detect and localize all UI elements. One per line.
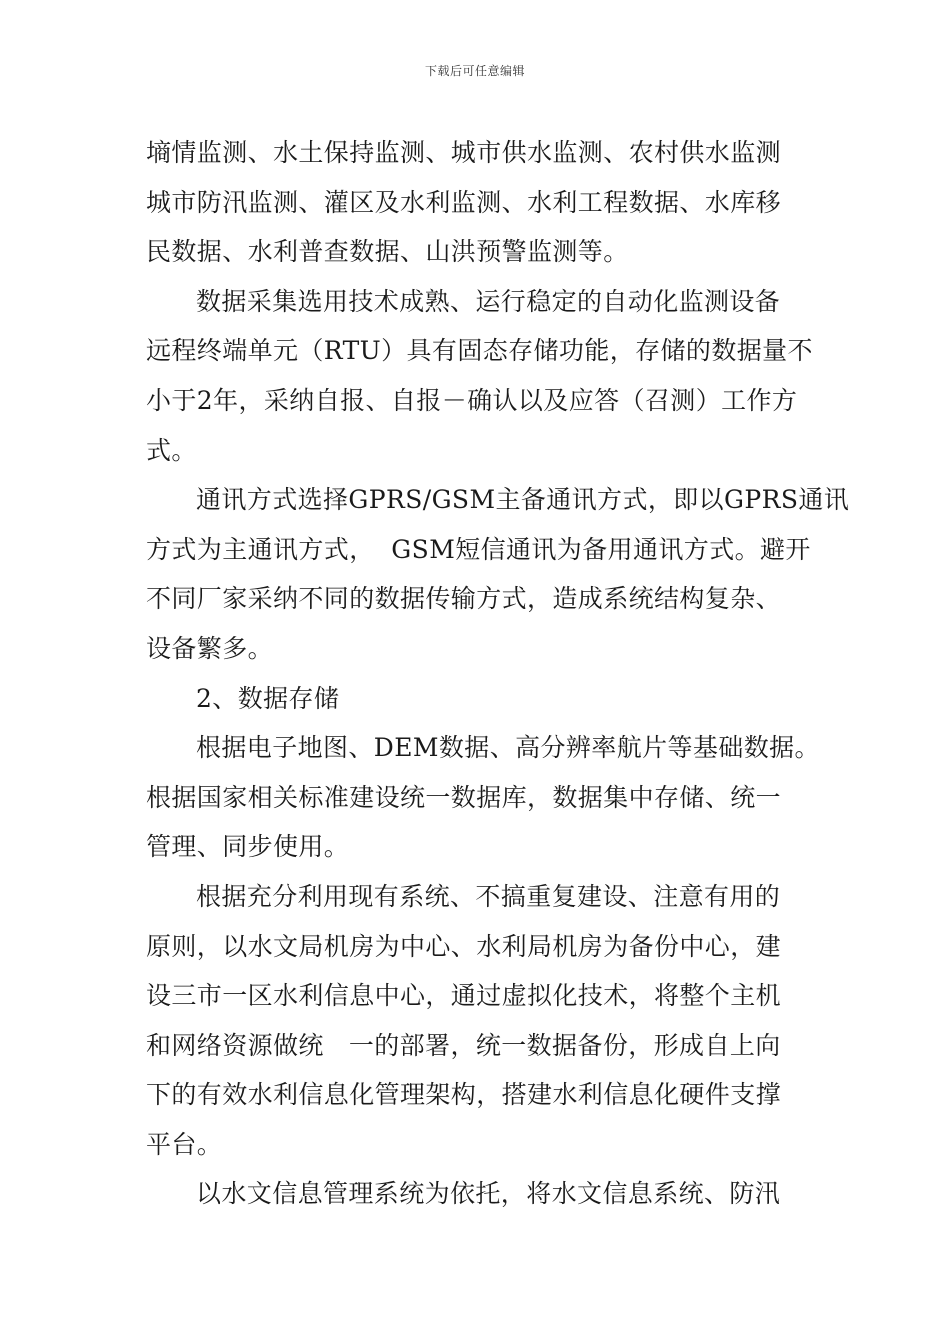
text-line: 不同厂家采纳不同的数据传输方式，造成系统结构复杂、 — [146, 584, 782, 614]
text-line: 设三市一区水利信息中心，通过虚拟化技术，将整个主机 — [146, 981, 782, 1011]
text-line: 远程终端单元（RTU）具有固态存储功能，存储的数据量不 — [146, 336, 813, 366]
text-line: 通讯方式选择GPRS/GSM主备通讯方式，即以GPRS通讯 — [196, 485, 850, 515]
text-line: 数据采集选用技术成熟、运行稳定的自动化监测设备 — [196, 286, 781, 316]
text-line: 民数据、水利普查数据、山洪预警监测等。 — [146, 237, 629, 267]
text-line: 方式为主通讯方式， GSM短信通讯为备用通讯方式。避开 — [146, 534, 811, 564]
text-line: 墒情监测、水土保持监测、城市供水监测、农村供水监测 — [146, 138, 782, 167]
text-line: 城市防汛监测、灌区及水利监测、水利工程数据、水库移 — [146, 187, 782, 217]
page-header: 下载后可任意编辑 — [424, 64, 525, 78]
text-line: 根据充分利用现有系统、不搞重复建设、注意有用的 — [196, 881, 781, 911]
text-line: 根据电子地图、DEM数据、高分辨率航片等基础数据。 — [196, 733, 820, 763]
text-line: 小于2年，采纳自报、自报－确认以及应答（召测）工作方 — [146, 385, 798, 415]
text-line: 平台。 — [146, 1129, 223, 1159]
text-line: 原则，以水文局机房为中心、水利局机房为备份中心，建 — [146, 931, 782, 961]
text-line: 以水文信息管理系统为依托，将水文信息系统、防汛 — [196, 1179, 781, 1209]
text-line: 设备繁多。 — [146, 633, 274, 663]
text-line: 管理、同步使用。 — [146, 832, 350, 862]
body-text — [146, 128, 850, 1219]
text-line: 和网络资源做统 一的部署，统一数据备份，形成自上向 — [146, 1030, 781, 1060]
text-line: 式。 — [146, 435, 197, 465]
text-line: 下的有效水利信息化管理架构，搭建水利信息化硬件支撑 — [146, 1080, 782, 1110]
text-line: 根据国家相关标准建设统一数据库，数据集中存储、统一 — [146, 782, 782, 812]
text-line: 2、数据存储 — [196, 683, 340, 713]
